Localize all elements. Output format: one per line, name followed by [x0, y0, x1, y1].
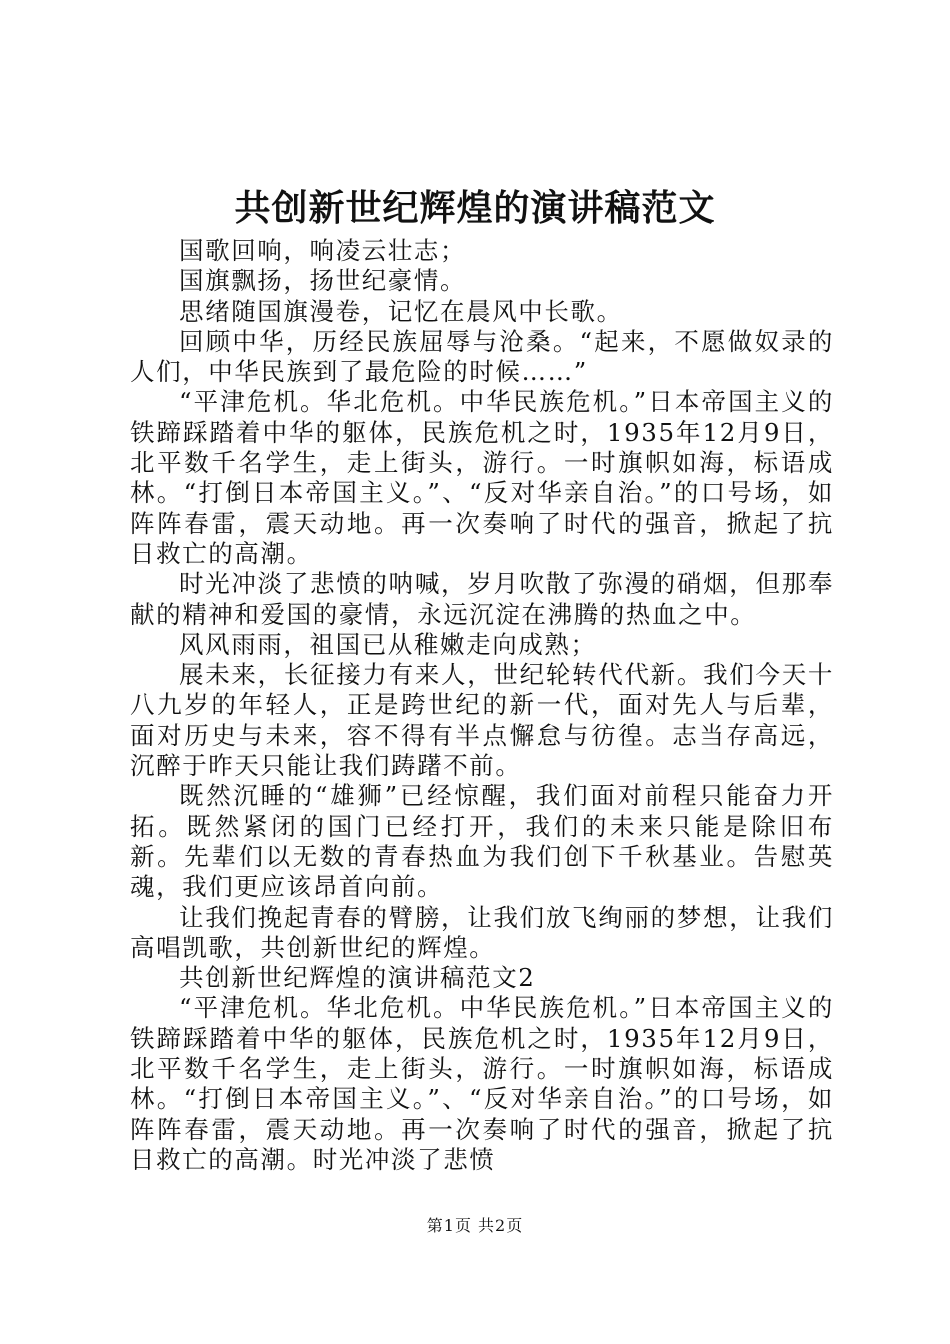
paragraph: 思绪随国旗漫卷，记忆在晨风中长歌。: [179, 296, 623, 326]
paragraph: 时光冲淡了悲愤的呐喊，岁月吹散了弥漫的硝烟，但那奉献的精神和爱国的豪情，永远沉淀在沸腾的热血之中。: [130, 569, 834, 629]
paragraph: 国旗飘扬，扬世纪豪情。: [179, 266, 467, 296]
paragraph: 国歌回响，响凌云壮志；: [179, 236, 467, 265]
paragraph: 展未来，长征接力有来人，世纪轮转代代新。我们今天十八九岁的年轻人，正是跨世纪的新一代，面对先人与后辈，面对历史与未来，容不得有半点懈怠与彷徨。志当存高远，沉醉于昨天只能让我们踌躇不前。: [130, 660, 834, 781]
paragraph: “平津危机。华北危机。中华民族危机。”日本帝国主义的铁蹄踩踏着中华的躯体，民族危机之时，1935年12月9日，北平数千名学生，走上街头，游行。一时旗帜如海，标语成林。“打倒日本帝国主义。”、“反对华亲自治。”的口号场，如阵阵春雷，震天动地。再一次奏响了时代的强音，掀起了抗日救亡的高潮。: [130, 387, 834, 568]
paragraph: 回顾中华，历经民族屈辱与沧桑。“起来，不愿做奴录的人们，中华民族到了最危险的时候……”: [130, 326, 834, 387]
document-body: [130, 236, 834, 1175]
page-footer: 第1页 共2页: [426, 1216, 524, 1235]
paragraph: 让我们挽起青春的臂膀，让我们放飞绚丽的梦想，让我们高唱凯歌，共创新世纪的辉煌。: [130, 902, 834, 962]
document-title: 共创新世纪辉煌的演讲稿范文: [234, 187, 716, 229]
section-heading: 共创新世纪辉煌的演讲稿范文2: [179, 963, 536, 993]
paragraph: 既然沉睡的“雄狮”已经惊醒，我们面对前程只能奋力开拓。既然紧闭的国门已经打开，我们的未来只能是除旧布新。先辈们以无数的青春热血为我们创下千秋基业。告慰英魂，我们更应该昂首向前。: [130, 781, 834, 902]
paragraph: 风风雨雨，祖国已从稚嫩走向成熟；: [179, 629, 597, 659]
paragraph: “平津危机。华北危机。中华民族危机。”日本帝国主义的铁蹄踩踏着中华的躯体，民族危机之时，1935年12月9日，北平数千名学生，走上街头，游行。一时旗帜如海，标语成林。“打倒日本帝国主义。”、“反对华亲自治。”的口号场，如阵阵春雷，震天动地。再一次奏响了时代的强音，掀起了抗日救亡的高潮。时光冲淡了悲愤: [130, 993, 834, 1174]
